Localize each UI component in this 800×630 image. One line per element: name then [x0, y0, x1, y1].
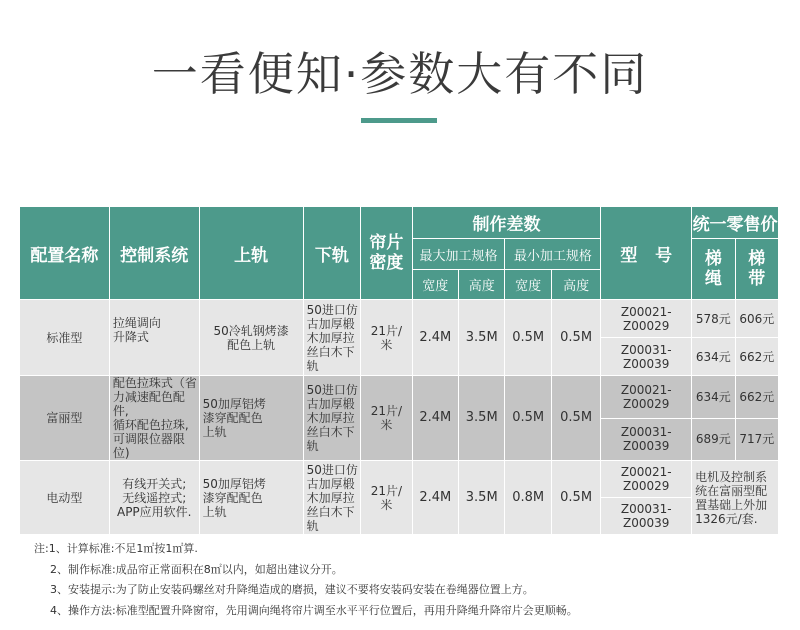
row-name: 标准型 [20, 300, 109, 375]
row-model: Z00021-Z00029 [601, 300, 691, 337]
row-min-width: 0.5M [505, 376, 550, 460]
row-tape-price: 662元 [736, 338, 778, 375]
header-min-width: 宽度 [505, 270, 550, 299]
header-min-height: 高度 [552, 270, 600, 299]
note-item: 2、制作标准:成品帘正常面积在8㎡以内，如超出建议分开。 [50, 562, 343, 576]
row-tape-price: 717元 [736, 419, 778, 461]
header-model: 型 号 [601, 207, 691, 299]
row-density: 21片/ 米 [361, 376, 411, 460]
row-max-width: 2.4M [413, 376, 458, 460]
row-name: 电动型 [20, 461, 109, 534]
row-model: Z00031-Z00039 [601, 338, 691, 375]
row-min-height: 0.5M [552, 461, 600, 534]
row-rope-price: 689元 [692, 419, 734, 461]
row-min-height: 0.5M [552, 300, 600, 375]
row-bottom-rail: 50进口仿 古加厚椴 木加厚拉 丝白木下 轨 [304, 461, 361, 534]
row-price-note: 电机及控制系 统在富丽型配 置基础上外加 1326元/套. [692, 461, 778, 534]
notes [34, 539, 578, 621]
header-top-rail: 上轨 [200, 207, 303, 299]
row-control: 有线开关式; 无线遥控式; APP应用软件. [110, 461, 199, 534]
row-min-width: 0.5M [505, 300, 550, 375]
row-rope-price: 578元 [692, 300, 734, 337]
header-config-name: 配置名称 [20, 207, 109, 299]
table-row [20, 461, 778, 497]
header-control-system: 控制系统 [110, 207, 199, 299]
row-top-rail: 50冷轧钢烤漆 配色上轨 [200, 300, 303, 375]
row-name: 富丽型 [20, 376, 109, 460]
note-item: 3、安装提示:为了防止安装码螺丝对升降绳造成的磨损，建议不要将安装码安装在卷绳器位置上方。 [50, 583, 534, 596]
spec-table [19, 206, 779, 535]
page-title: 一看便知·参数大有不同 [151, 47, 649, 101]
row-model: Z00031-Z00039 [601, 498, 691, 534]
note-item: 4、操作方法:标准型配置升降窗帘，先用调向绳将帘片调至水平平行位置后，再用升降绳升降帘片会更顺畅。 [50, 603, 578, 617]
header-density: 帘片 密度 [361, 207, 411, 299]
row-tape-price: 606元 [736, 300, 778, 337]
spec-table-wrapper [19, 206, 779, 535]
row-model: Z00021-Z00029 [601, 376, 691, 418]
header-bottom-rail: 下轨 [304, 207, 361, 299]
header-rope: 梯 绳 [692, 239, 734, 299]
row-min-width: 0.8M [505, 461, 550, 534]
row-min-height: 0.5M [552, 376, 600, 460]
row-control: 拉绳调向 升降式 [110, 300, 199, 375]
note-item: 注:1、计算标准:不足1㎡按1㎡算. [34, 542, 198, 555]
row-bottom-rail: 50进口仿 古加厚椴 木加厚拉 丝白木下 轨 [304, 376, 361, 460]
row-max-height: 3.5M [459, 300, 504, 375]
row-density: 21片/ 米 [361, 300, 411, 375]
header-max-spec: 最大加工规格 [413, 239, 505, 269]
row-density: 21片/ 米 [361, 461, 411, 534]
row-model: Z00031-Z00039 [601, 419, 691, 461]
header-max-height: 高度 [459, 270, 504, 299]
table-row [20, 376, 778, 418]
row-bottom-rail: 50进口仿 古加厚椴 木加厚拉 丝白木下 轨 [304, 300, 361, 375]
row-model: Z00021-Z00029 [601, 461, 691, 497]
row-rope-price: 634元 [692, 376, 734, 418]
row-top-rail: 50加厚铝烤 漆穿配配色 上轨 [200, 461, 303, 534]
row-rope-price: 634元 [692, 338, 734, 375]
header-min-spec: 最小加工规格 [505, 239, 600, 269]
row-control: 配色拉珠式（省 力减速配色配件, 循环配色拉珠, 可调限位器限位) [110, 376, 199, 460]
header-price: 统一零售价 [692, 207, 778, 238]
row-max-height: 3.5M [459, 461, 504, 534]
header-tape: 梯 带 [736, 239, 778, 299]
row-max-width: 2.4M [413, 461, 458, 534]
header-diff: 制作差数 [413, 207, 601, 238]
header-max-width: 宽度 [413, 270, 458, 299]
row-max-width: 2.4M [413, 300, 458, 375]
title-underline [361, 118, 437, 123]
row-top-rail: 50加厚铝烤 漆穿配配色 上轨 [200, 376, 303, 460]
row-max-height: 3.5M [459, 376, 504, 460]
row-tape-price: 662元 [736, 376, 778, 418]
table-row [20, 300, 778, 337]
